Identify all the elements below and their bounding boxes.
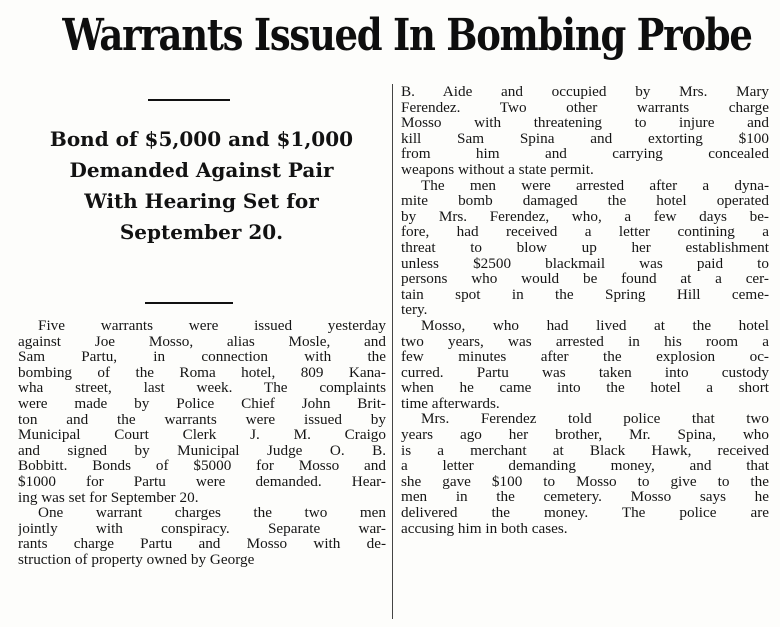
article-line: bombing of the Roma hotel, 809 Kana-	[18, 364, 386, 381]
article-line: accusing him in both cases.	[401, 520, 568, 537]
article-line: delivered the money. The police are	[401, 505, 769, 521]
article-line: Bobbitt. Bonds of $5000 for Mosso and	[18, 458, 386, 474]
column-divider	[392, 84, 393, 619]
article-line: when he came into the hotel a short	[401, 380, 769, 396]
article-line: persons who would be found at a cer-	[401, 271, 769, 287]
headline: Warrants Issued In Bombing Probe	[62, 10, 752, 61]
article-line: One warrant charges the two men	[38, 505, 386, 521]
article-line: tery.	[401, 302, 428, 318]
article-line: few minutes after the explosion oc-	[401, 349, 769, 365]
subheadline-deck	[14, 124, 389, 248]
article-line: Five warrants were issued yesterday	[38, 318, 386, 334]
article-line: ton and the warrants were issued by	[18, 411, 386, 428]
article-line: tain spot in the Spring Hill ceme-	[401, 286, 769, 303]
article-line: kill Sam Spina and extorting $100	[401, 130, 769, 147]
article-line: curred. Partu was taken into custody	[401, 364, 769, 381]
article-line: were made by Police Chief John Brit-	[18, 395, 386, 412]
article-line: threat to blow up her establishment	[401, 239, 769, 256]
deck-rule-top	[148, 99, 230, 101]
article-line: B. Aide and occupied by Mrs. Mary	[401, 84, 769, 100]
article-line: from him and carrying concealed	[401, 146, 769, 162]
article-line: is a merchant at Black Hawk, received	[401, 442, 769, 459]
article-line: rants charge Partu and Mosso with de-	[18, 536, 386, 552]
article-line: two years, was arrested in his room a	[401, 333, 769, 350]
article-line: weapons without a state permit.	[401, 161, 594, 178]
article-line: years ago her brother, Mr. Spina, who	[401, 427, 769, 443]
article-line: fore, had received a letter contining a	[401, 224, 769, 240]
article-line: The men were arrested after a dyna-	[421, 177, 769, 194]
article-line: men in the cemetery. Mosso says he	[401, 489, 769, 506]
article-line: a letter demanding money, and that	[401, 458, 769, 474]
deck-line: Demanded Against Pair	[69, 158, 334, 182]
deck-line: September 20.	[119, 220, 284, 244]
article-line: time afterwards.	[401, 395, 500, 412]
article-line: Mrs. Ferendez told police that two	[421, 411, 769, 428]
article-line: unless $2500 blackmail was paid to	[401, 255, 769, 272]
article-line: and signed by Municipal Judge O. B.	[18, 442, 386, 459]
deck-rule-bottom	[145, 302, 233, 304]
article-line: she gave $100 to Mosso to give to the	[401, 473, 769, 490]
article-line: against Joe Mosso, alias Mosle, and	[18, 333, 386, 350]
deck-line: Bond of $5,000 and $1,000	[49, 127, 354, 151]
right-column-body	[401, 84, 769, 536]
article-line: Mosso with threatening to injure and	[401, 115, 769, 131]
article-line: ing was set for September 20.	[18, 489, 199, 506]
article-line: jointly with conspiracy. Separate war-	[18, 520, 386, 537]
article-line: Ferendez. Two other warrants charge	[401, 99, 769, 116]
article-line: struction of property owned by George	[18, 551, 255, 568]
article-line: $1000 for Partu were demanded. Hear-	[18, 473, 386, 490]
article-line: by Mrs. Ferendez, who, a few days be-	[401, 208, 769, 225]
article-line: Mosso, who had lived at the hotel	[421, 317, 769, 334]
article-line: Municipal Court Clerk J. M. Craigo	[18, 427, 386, 443]
article-line: wha street, last week. The complaints	[18, 380, 386, 396]
deck-line: With Hearing Set for	[84, 189, 319, 213]
article-line: Sam Partu, in connection with the	[18, 349, 386, 365]
article-line: mite bomb damaged the hotel operated	[401, 193, 769, 209]
left-column-body	[18, 318, 386, 568]
